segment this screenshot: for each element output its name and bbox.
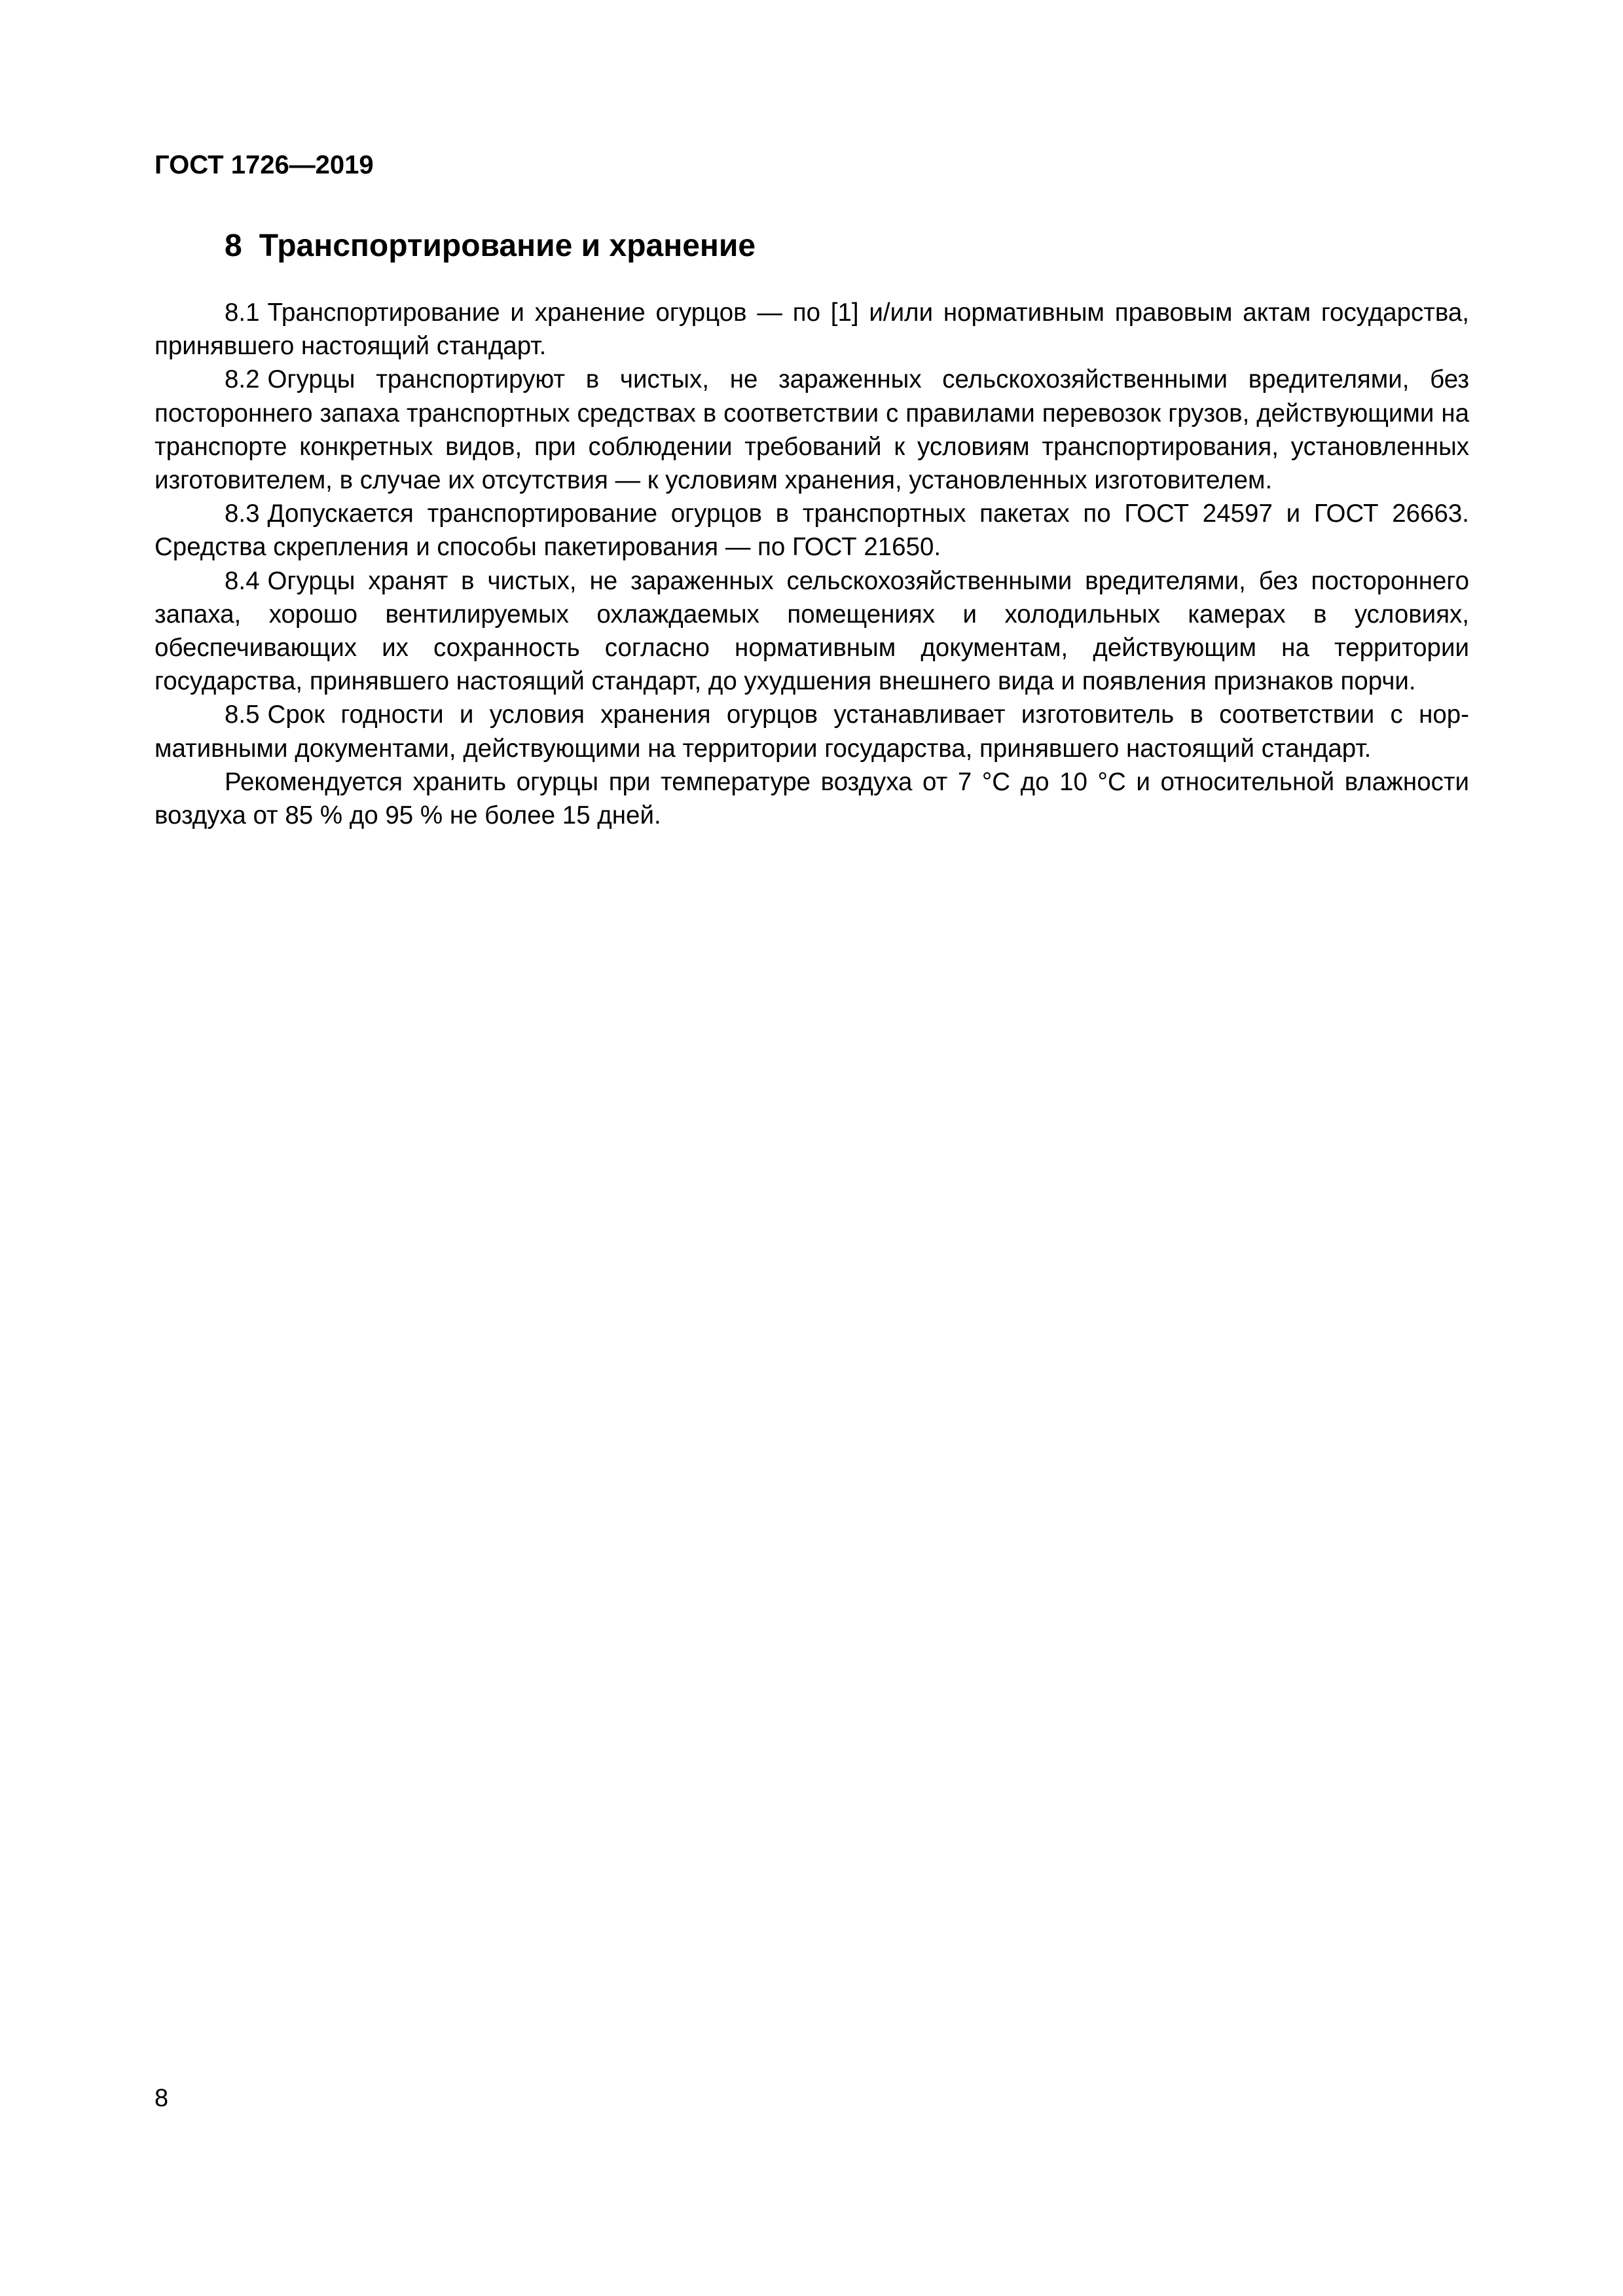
clause-8-3 [155,497,1469,564]
clause-text: Огурцы транспортируют в чистых, не зараженных сельскохозяйственными вредителями, без постороннего запаха транспортных средствах в соответствии с правилами перевозок грузов, действующими на транспорте конкретных видов, при соблюдении требований к условиям транспортирования, установленных изготовителем, в случае их отсутствия — к условиям хранения, установленных изготовителем. [155,365,1469,495]
section-body [155,296,1469,832]
storage-recommendation: Рекомендуется хранить огурцы при температуре воздуха от 7 °С до 10 °С и относительной влажности воздуха от 85 % до 95 % не более 15 дней. [155,767,1469,830]
clause-text: Срок годности и условия хранения огурцов устанавливает изготовитель в соответствии с нормативными документами, действующими на территории государства, принявшего настоящий стандарт. [155,701,1469,763]
clause-text: Допускается транспортирование огурцов в транспортных пакетах по ГОСТ 24597 и ГОСТ 26663. Средства скрепления и способы пакетирования — по ГОСТ 21650. [155,500,1469,562]
clause-number: 8.5 [225,701,260,729]
clause-8-5 [155,698,1469,765]
section-heading [225,223,756,269]
clause-number: 8.4 [225,566,260,595]
section-title: Транспортирование и хранение [259,228,756,263]
clause-number: 8.1 [225,299,260,327]
clause-text: Транспортирование и хранение огурцов — по [1] и/или нормативным правовым актам государства, принявшего настоящий стандарт. [155,299,1469,361]
clause-text: Огурцы хранят в чистых, не зараженных сельскохозяйственными вредителями, без постороннего запаха, хорошо вентилируемых охлаждаемых помещениях и холодильных камерах в условиях, обеспечивающих их сохранность согласно нормативным документам, действующим на территории государства, принявшего настоящий стандарт, до ухудшения внешнего вида и появления признаков порчи. [155,566,1469,696]
document-code-header: ГОСТ 1726—2019 [155,151,374,179]
clause-number: 8.2 [225,365,260,394]
clause-8-2 [155,363,1469,497]
clause-8-4 [155,564,1469,699]
section-number: 8 [225,228,242,263]
clause-8-1 [155,296,1469,363]
clause-number: 8.3 [225,500,260,528]
page-number: 8 [155,2085,169,2112]
